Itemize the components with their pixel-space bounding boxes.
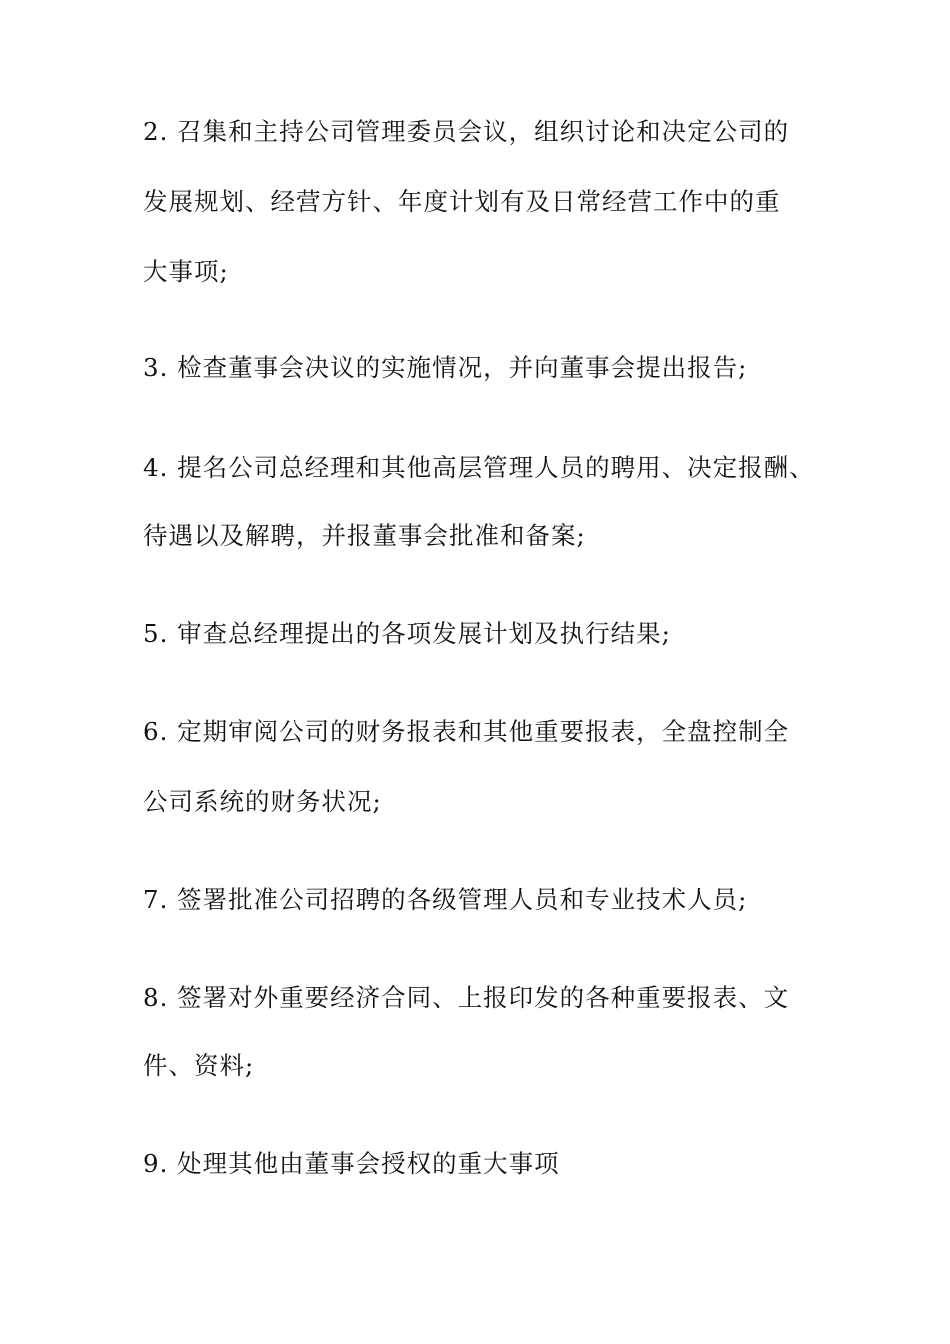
item-8-line-1: 8. 签署对外重要经济合同、上报印发的各种重要报表、文: [143, 983, 790, 1012]
item-2-line-2: 发展规划、经营方针、年度计划有及日常经营工作中的重: [143, 187, 781, 216]
item-2-line-1: 2. 召集和主持公司管理委员会议，组织讨论和决定公司的: [143, 117, 790, 146]
item-6-line-1: 6. 定期审阅公司的财务报表和其他重要报表，全盘控制全: [143, 717, 790, 746]
item-6-line-2: 公司系统的财务状况;: [143, 787, 382, 816]
item-2-line-3: 大事项;: [143, 257, 229, 286]
item-9-line-1: 9. 处理其他由董事会授权的重大事项: [143, 1149, 560, 1178]
item-7-line-1: 7. 签署批准公司招聘的各级管理人员和专业技术人员;: [143, 885, 748, 914]
item-5-line-1: 5. 审查总经理提出的各项发展计划及执行结果;: [143, 619, 671, 648]
item-4-line-2: 待遇以及解聘，并报董事会批准和备案;: [143, 521, 586, 550]
item-3-line-1: 3. 检查董事会决议的实施情况，并向董事会提出报告;: [143, 353, 748, 382]
item-4-line-1: 4. 提名公司总经理和其他高层管理人员的聘用、决定报酬、: [143, 453, 815, 482]
item-8-line-2: 件、资料;: [143, 1051, 255, 1080]
